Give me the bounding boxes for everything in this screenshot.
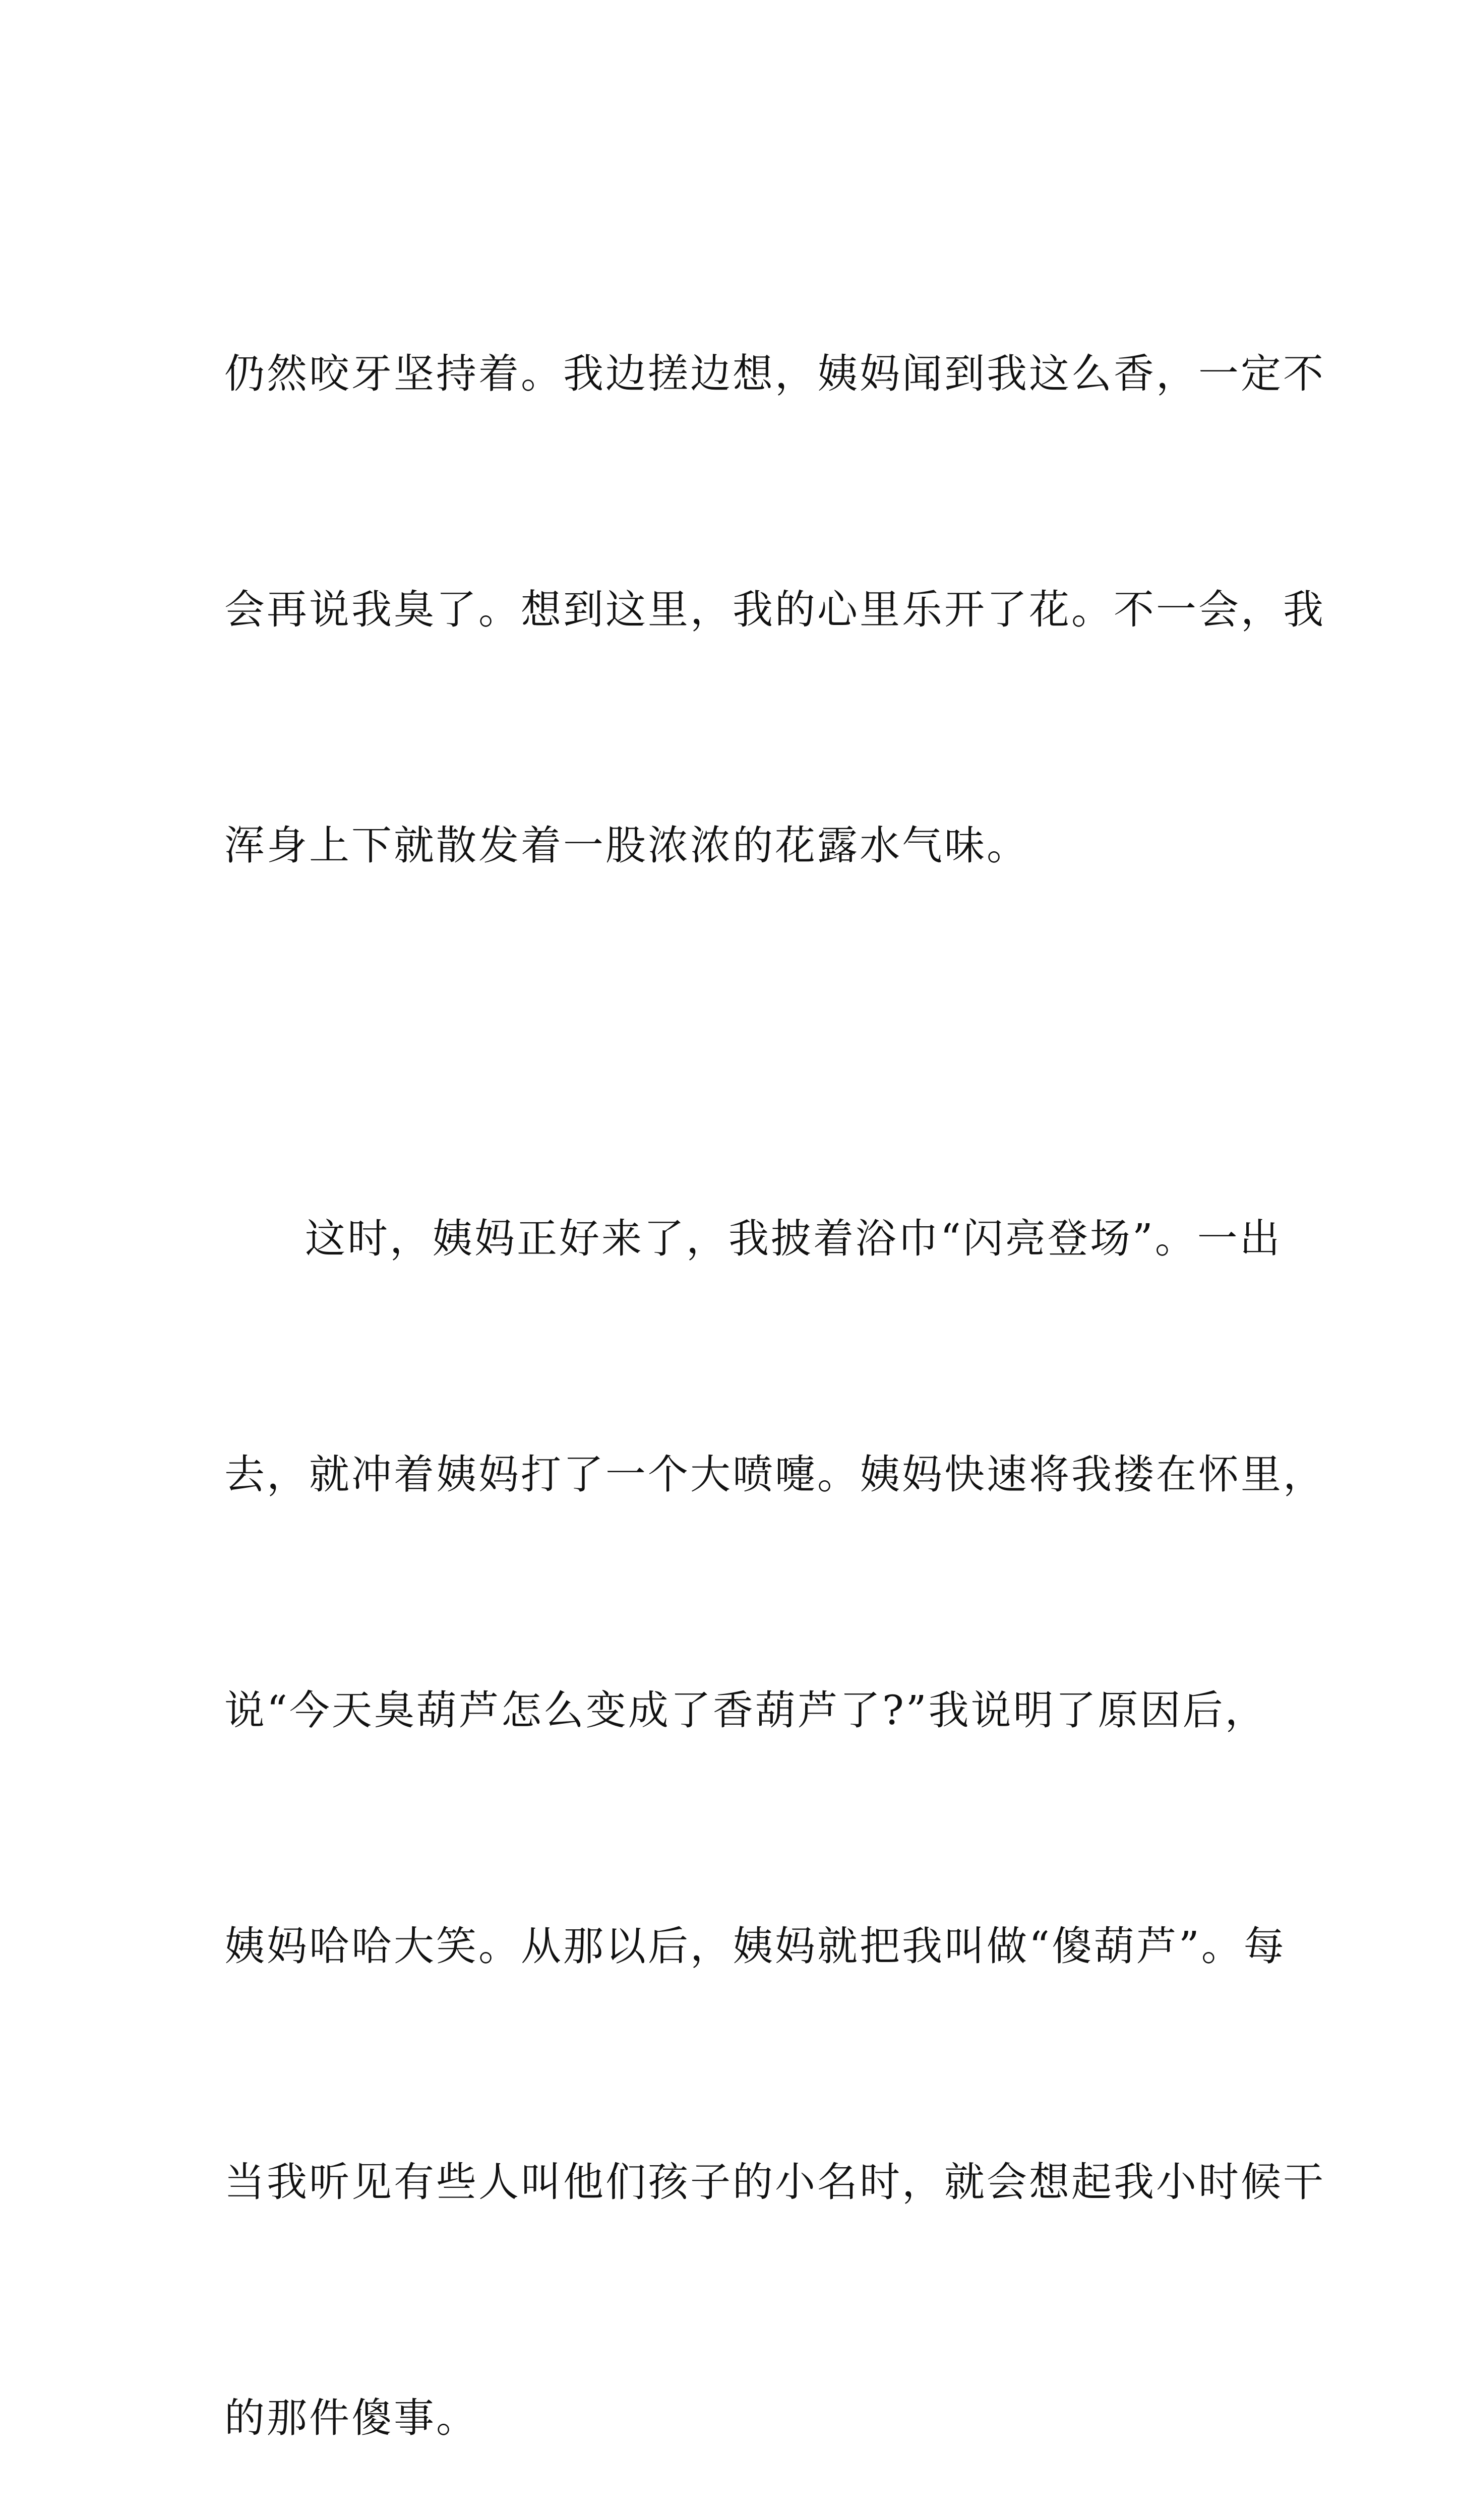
text-line: 这时，姨妈正好来了，我披着浴巾“闪亮登场”。一出 (305, 1215, 1282, 1262)
text-line: 仍然咬牙坚持着。我边搓边想，姨妈闻到我这么香，一定不 (224, 350, 1325, 397)
text-line: 当我听见有些人叫他们孩子的小名时，就会想起我小时候干 (224, 2159, 1325, 2206)
text-line: 说“今天臭葫芦怎么变成了香葫芦了?”我说明了原因后， (224, 1687, 1267, 1734)
text-line: 浑身上下就散发着一股浓浓的花露水气味。 (224, 822, 1029, 869)
paragraph-2 (224, 1042, 1325, 2520)
text-line: 去，就冲着姨妈打了一个大喷嚏。姨妈快速将我搂在怀里， (224, 1451, 1325, 1498)
text-line: 会再说我臭了。想到这里，我的心里乐开了花。不一会，我 (224, 586, 1325, 633)
text-line: 的那件傻事。 (224, 2395, 478, 2441)
text-line: 姨妈哈哈大笑。从那以后，姨妈就把我叫做“傻葫芦”。每 (224, 1923, 1286, 1970)
document-body (224, 177, 1325, 2520)
paragraph-1 (224, 177, 1325, 1042)
